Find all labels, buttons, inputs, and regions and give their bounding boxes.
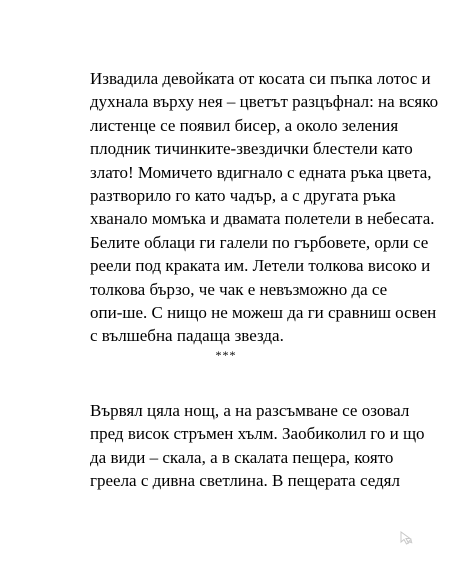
text-line: злато! Момичето вдигнало с едната ръка цвета, bbox=[90, 162, 432, 182]
text-line: разтворило го като чадър, а с другата ръка bbox=[90, 186, 396, 206]
text-line: духнала върху нея – цветът разцъфнал: на всяко bbox=[90, 92, 439, 112]
text-line: греела с дивна светлина. В пещерата седял bbox=[90, 471, 400, 491]
text-line: Извадила девойката от косата си пъпка лотос и bbox=[90, 69, 431, 88]
text-line: с вълшебна падаща звезда. bbox=[90, 326, 284, 346]
text-line: хванало момъка и двамата полетели в небесата. bbox=[90, 209, 435, 229]
mouse-pointer-icon bbox=[400, 531, 414, 545]
text-line: плодник тичинките-звездички блестели като bbox=[90, 139, 413, 159]
paragraph-1 bbox=[90, 67, 439, 348]
section-separator: *** bbox=[215, 348, 237, 362]
text-line: пред висок стръмен хълм. Заобиколил го и що bbox=[90, 424, 425, 444]
text-line: реели под краката им. Летели толкова високо и bbox=[90, 256, 431, 276]
text-line: Вървял цяла нощ, а на разсъмване се озовал bbox=[90, 401, 410, 420]
text-line: листенце се появил бисер, а около зеления bbox=[90, 115, 399, 135]
text-line: толкова бързо, че чак е невъзможно да се bbox=[90, 279, 388, 299]
text-line: опи-ше. С нищо не можеш да ги сравниш освен bbox=[90, 303, 437, 323]
paragraph-2 bbox=[90, 399, 425, 493]
text-line: да види – скала, а в скалата пещера, която bbox=[90, 447, 394, 467]
text-line: Белите облаци ги галели по гърбовете, орли се bbox=[90, 232, 429, 252]
